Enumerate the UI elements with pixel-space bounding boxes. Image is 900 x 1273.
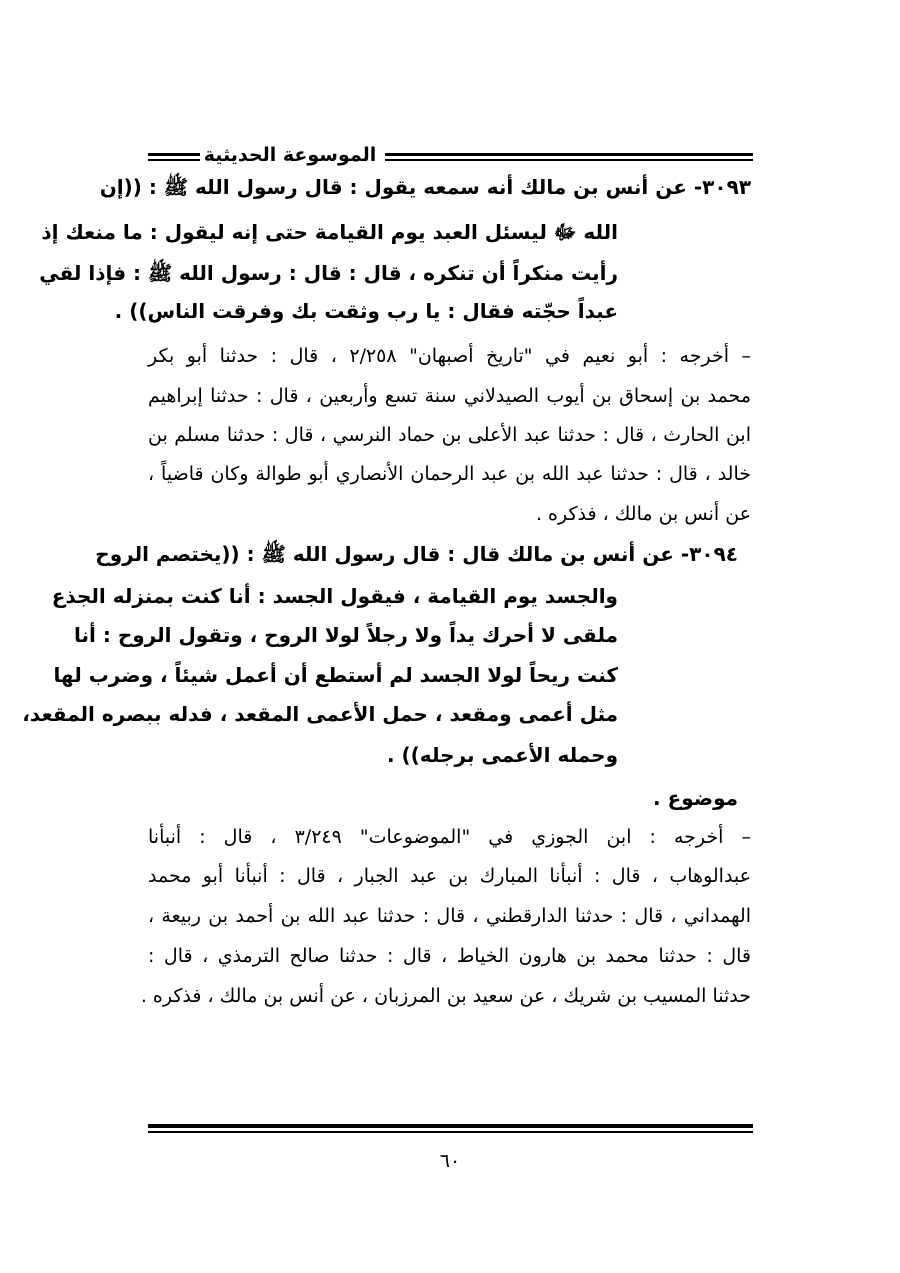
hadith-line: عبداً حجّته فقال : يا رب وثقت بك وفرقت الناس)) . [114, 299, 618, 323]
header-rule-left-thin [148, 159, 200, 161]
hadith-line: ملقى لا أحرك يداً ولا رجلاً لولا الروح ، وتقول الروح : أنا [74, 623, 618, 647]
footer-rule-thin [148, 1131, 753, 1133]
header-rule-left [148, 153, 200, 156]
takhrij-line: قال : حدثنا محمد بن هارون الخياط ، قال : حدثنا صالح الترمذي ، قال : [148, 945, 751, 967]
hadith-grade: موضوع . [652, 786, 738, 810]
takhrij-line: حدثنا المسيب بن شريك ، عن سعيد بن المرزبان ، عن أنس بن مالك ، فذكره . [140, 985, 751, 1007]
header-rule-right-thin [385, 159, 753, 161]
footer-rule-thick [148, 1124, 753, 1128]
takhrij-line: خالد ، قال : حدثنا عبد الله بن عبد الرحمان الأنصاري أبو طوالة وكان قاضياً ، [148, 463, 751, 485]
hadith-line: ٣٠٩٤- عن أنس بن مالك قال : قال رسول الله ﷺ : ((يختصم الروح [95, 542, 738, 566]
takhrij-line: عن أنس بن مالك ، فذكره . [535, 503, 751, 525]
header-rule-right [385, 153, 753, 156]
takhrij-line: – أخرجه : ابن الجوزي في "الموضوعات" ٣/٢٤٩ ، قال : أنبأنا [148, 826, 751, 848]
takhrij-line: محمد بن إسحاق بن أيوب الصيدلاني سنة تسع وأربعين ، قال : حدثنا إبراهيم [148, 385, 751, 407]
takhrij-line: – أخرجه : أبو نعيم في "تاريخ أصبهان" ٢/٢٥٨ ، قال : حدثنا أبو بكر [148, 345, 751, 367]
hadith-line: كنت ريحاً لولا الجسد لم أستطع أن أعمل شيئاً ، وضرب لها [53, 663, 618, 687]
page-number: ٦٠ [439, 1150, 461, 1172]
running-header-title: الموسوعة الحديثية [203, 144, 377, 166]
takhrij-line: عبدالوهاب ، قال : أنبأنا المبارك بن عبد الجبار ، قال : أنبأنا أبو محمد [148, 865, 751, 887]
takhrij-line: الهمداني ، قال : حدثنا الدارقطني ، قال : حدثنا عبد الله بن أحمد بن ربيعة ، [148, 905, 751, 927]
hadith-line: رأيت منكراً أن تنكره ، قال : قال : رسول الله ﷺ : فإذا لقي [39, 261, 618, 285]
hadith-line: الله ﷻ ليسئل العبد يوم القيامة حتى إنه ليقول : ما منعك إذ [41, 220, 618, 244]
hadith-line: مثل أعمى ومقعد ، حمل الأعمى المقعد ، فدله ببصره المقعد، [22, 702, 618, 726]
hadith-line: وحمله الأعمى برجله)) . [386, 743, 618, 767]
hadith-line: ٣٠٩٣- عن أنس بن مالك أنه سمعه يقول : قال رسول الله ﷺ : ((إن [99, 175, 751, 199]
takhrij-line: ابن الحارث ، قال : حدثنا عبد الأعلى بن حماد النرسي ، قال : حدثنا مسلم بن [148, 424, 751, 446]
hadith-line: والجسد يوم القيامة ، فيقول الجسد : أنا كنت بمنزله الجذع [51, 584, 618, 608]
